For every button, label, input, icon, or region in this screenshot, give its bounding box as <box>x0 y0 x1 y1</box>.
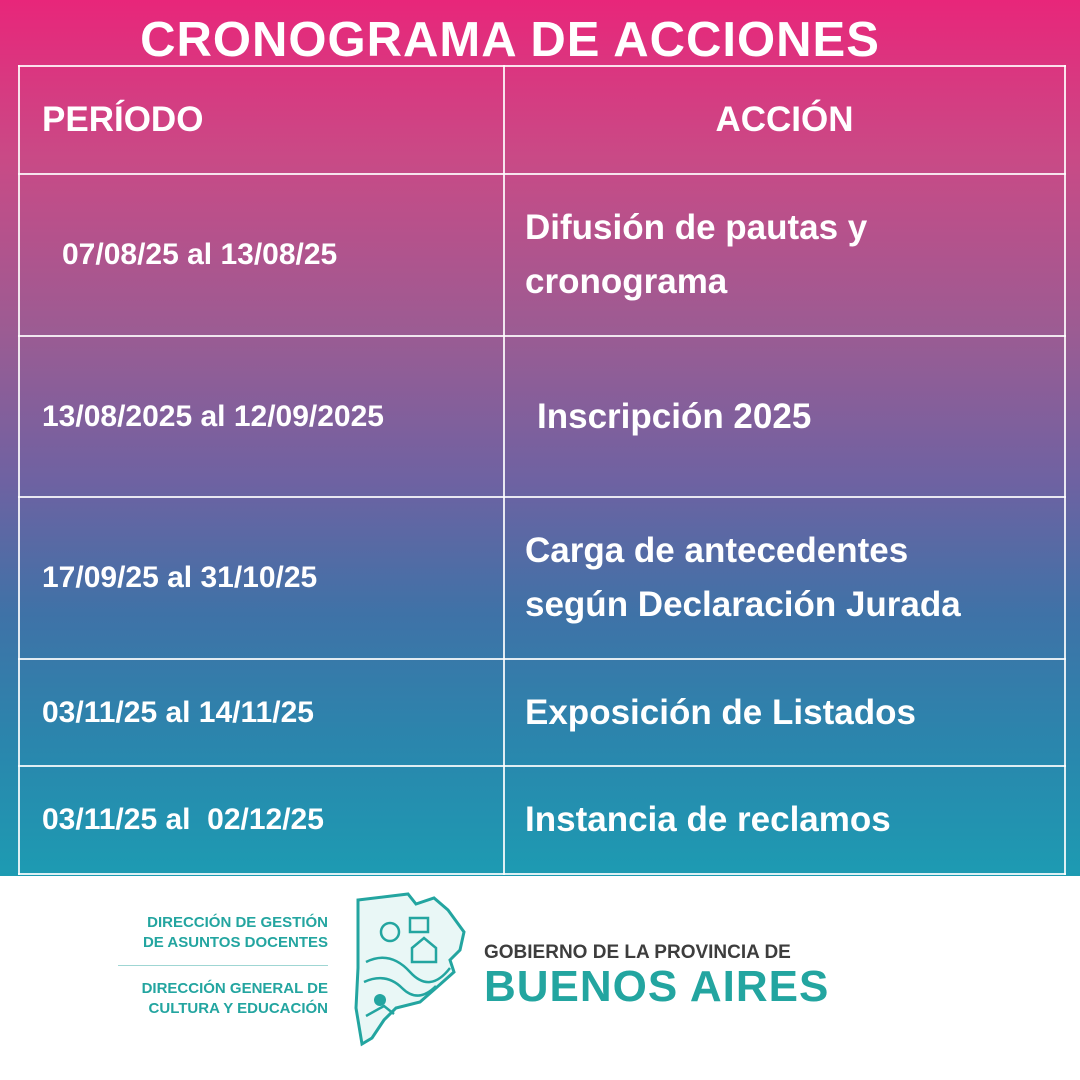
divider <box>118 965 328 966</box>
period-cell <box>19 336 504 497</box>
table-row <box>19 174 1065 336</box>
action-text-line1: Carga de antecedentes <box>525 531 909 570</box>
buenos-aires-label: BUENOS AIRES <box>484 962 830 1011</box>
dir2-line2: CULTURA Y EDUCACIÓN <box>148 1000 328 1017</box>
period-text: 03/11/25 al 02/12/25 <box>42 803 324 836</box>
dir2-line1: DIRECCIÓN GENERAL DE <box>141 980 328 997</box>
direccion-general-label <box>28 979 328 1019</box>
period-cell <box>19 659 504 766</box>
dir1-line2: DE ASUNTOS DOCENTES <box>142 934 328 951</box>
action-text-line2: cronograma <box>525 262 728 301</box>
table-header-row <box>19 66 1065 174</box>
period-text: 03/11/25 al 14/11/25 <box>42 695 314 729</box>
period-text: 17/09/25 al 31/10/25 <box>42 561 318 594</box>
period-cell <box>19 497 504 659</box>
action-text-line1: Difusión de pautas y <box>525 208 868 247</box>
direccion-gestion-label <box>28 913 328 953</box>
table-row <box>19 336 1065 497</box>
footer <box>0 876 1080 1080</box>
action-cell <box>504 336 1065 497</box>
action-cell <box>504 659 1065 766</box>
action-cell <box>504 766 1065 874</box>
action-text-line1: Instancia de reclamos <box>525 800 891 839</box>
table-row <box>19 659 1065 766</box>
period-text: 07/08/25 al 13/08/25 <box>62 238 338 271</box>
period-text: 13/08/2025 al 12/09/2025 <box>42 399 384 433</box>
action-cell <box>504 497 1065 659</box>
table-row <box>19 497 1065 659</box>
header-period: PERÍODO <box>19 66 504 174</box>
page-title: CRONOGRAMA DE ACCIONES <box>140 13 880 67</box>
gobierno-label: GOBIERNO DE LA PROVINCIA DE <box>484 942 791 963</box>
period-cell <box>19 174 504 336</box>
action-cell <box>504 174 1065 336</box>
header-action: ACCIÓN <box>504 66 1065 174</box>
buenos-aires-map-icon <box>350 888 470 1050</box>
period-cell <box>19 766 504 874</box>
schedule-table <box>18 65 1066 875</box>
action-text-line1: Exposición de Listados <box>525 692 916 732</box>
dir1-line1: DIRECCIÓN DE GESTIÓN <box>147 914 328 931</box>
action-text-line2: según Declaración Jurada <box>525 585 961 624</box>
table-row <box>19 766 1065 874</box>
action-text-line1: Inscripción 2025 <box>537 396 812 436</box>
